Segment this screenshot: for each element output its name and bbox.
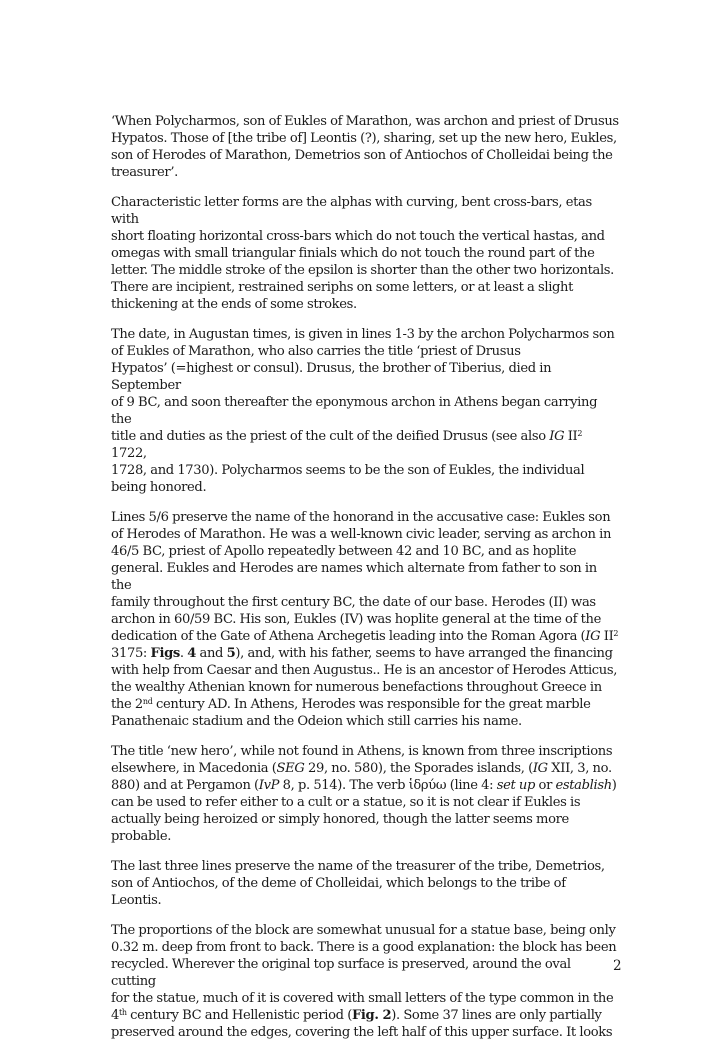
text-line: There are incipient, restrained seriphs on some letters, or at least a slight — [111, 280, 574, 295]
figure-reference: 5 — [226, 646, 236, 661]
italic-citation: IG — [532, 761, 548, 776]
text-line: letter. The middle stroke of the epsilon is shorter than the other two horizontals. — [111, 263, 614, 278]
italic-term: establish — [555, 778, 612, 793]
italic-citation: IvP — [258, 778, 280, 793]
page-number: 2 — [613, 958, 622, 974]
text-line: son of Antiochos, of the deme of Cholleidai, which belongs to the tribe of Leontis. — [111, 876, 566, 908]
paragraph-date — [111, 326, 619, 496]
text-line: the wealthy Athenian known for numerous benefactions throughout Greece in — [111, 680, 602, 695]
text-run: 1722, — [111, 446, 147, 461]
paragraph-translation — [111, 113, 619, 181]
paragraph-honorand — [111, 509, 619, 730]
italic-term: set up — [496, 778, 536, 793]
text-run: 29, no. 580), the Sporades islands, ( — [304, 761, 533, 776]
text-run: or — [535, 778, 556, 793]
text-line: of Herodes of Marathon. He was a well-known civic leader, serving as archon in — [111, 527, 612, 542]
text-run: century AD. In Athens, Herodes was responsible for the great marble — [152, 697, 591, 712]
text-line: 0.32 m. deep from front to back. There is a good explanation: the block has been — [111, 940, 617, 955]
paragraph-treasurer — [111, 858, 619, 909]
text-line: archon in 60/59 BC. His son, Eukles (IV) was hoplite general at the time of the — [111, 612, 601, 627]
text-line: preserved around the edges, covering the left half of this upper surface. It looks — [111, 1025, 613, 1040]
text-run: ). Some 37 lines are only partially — [391, 1008, 602, 1023]
text-line: son of Herodes of Marathon, Demetrios son of Antiochos of Cholleidai being the — [111, 148, 613, 163]
superscript: th — [118, 1008, 127, 1017]
text-line: thickening at the ends of some strokes. — [111, 297, 357, 312]
superscript: 2 — [613, 629, 619, 638]
text-run: 3175: — [111, 646, 151, 661]
text-line — [111, 628, 619, 645]
text-run: elsewhere, in Macedonia ( — [111, 761, 277, 776]
paragraph-new-hero — [111, 743, 619, 845]
text-line: for the statue, much of it is covered with small letters of the type common in the — [111, 991, 614, 1006]
text-line: Hypatos’ (=highest or consul). Drusus, the brother of Tiberius, died in September — [111, 361, 552, 393]
text-run: 880) and at Pergamon ( — [111, 778, 259, 793]
figure-reference: Figs — [150, 646, 180, 661]
paragraph-proportions — [111, 922, 619, 1041]
text-line: general. Eukles and Herodes are names which alternate from father to son in the — [111, 561, 597, 593]
text-line: omegas with small triangular finials which do not touch the round part of the — [111, 246, 595, 261]
text-run: II — [600, 629, 614, 644]
text-line: Hypatos. Those of [the tribe of] Leontis (?), sharing, set up the new hero, Eukles, — [111, 131, 617, 146]
text-line — [111, 428, 619, 462]
text-line: ‘When Polycharmos, son of Eukles of Marathon, was archon and priest of Drusus — [111, 114, 619, 129]
text-line — [111, 645, 619, 662]
text-line: The title ‘new hero’, while not found in Athens, is known from three inscriptions — [111, 744, 613, 759]
text-line: The proportions of the block are somewhat unusual for a statue base, being only — [111, 923, 616, 938]
text-line: being honored. — [111, 480, 207, 495]
text-line: probable. — [111, 829, 172, 844]
text-run: century BC and Hellenistic period ( — [126, 1008, 352, 1023]
paragraph-letter-forms — [111, 194, 619, 313]
text-run: and — [196, 646, 227, 661]
text-line: can be used to refer either to a cult or a statue, so it is not clear if Eukles is — [111, 795, 581, 810]
text-line: 46/5 BC, priest of Apollo repeatedly between 42 and 10 BC, and as hoplite — [111, 544, 577, 559]
text-line: Lines 5/6 preserve the name of the honorand in the accusative case: Eukles son — [111, 510, 611, 525]
italic-citation: IG — [549, 429, 565, 444]
text-line — [111, 696, 619, 713]
text-run: XII, 3, no. — [547, 761, 612, 776]
text-run: title and duties as the priest of the cult of the deified Drusus (see also — [111, 429, 550, 444]
text-line: Panathenaic stadium and the Odeion which still carries his name. — [111, 714, 522, 729]
figure-reference: 4 — [187, 646, 196, 661]
italic-citation: IG — [585, 629, 601, 644]
text-line: family throughout the first century BC, the date of our base. Herodes (II) was — [111, 595, 596, 610]
text-run: the 2 — [111, 697, 143, 712]
text-line: The date, in Augustan times, is given in lines 1-3 by the archon Polycharmos son — [111, 327, 615, 342]
text-line: Characteristic letter forms are the alphas with curving, bent cross-bars, etas with — [111, 195, 592, 227]
document-body — [111, 113, 619, 1054]
text-line: The last three lines preserve the name of the treasurer of the tribe, Demetrios, — [111, 859, 605, 874]
text-line — [111, 777, 619, 794]
text-run: dedication of the Gate of Athena Archegetis leading into the Roman Agora ( — [111, 629, 586, 644]
text-line: with help from Caesar and then Augustus.. He is an ancestor of Herodes Atticus, — [111, 663, 618, 678]
text-line: treasurer’. — [111, 165, 178, 180]
superscript: 2 — [577, 429, 583, 438]
text-line: short floating horizontal cross-bars which do not touch the vertical hastas, and — [111, 229, 605, 244]
text-line: recycled. Wherever the original top surface is preserved, around the oval cutting — [111, 957, 571, 989]
text-run: ), and, with his father, seems to have arranged the financing — [235, 646, 613, 661]
text-run: . — [179, 646, 188, 661]
text-line: 1728, and 1730). Polycharmos seems to be the son of Eukles, the individual — [111, 463, 585, 478]
text-run: 8, p. 514). The verb ἱδρύω (line 4: — [279, 778, 497, 793]
italic-citation: SEG — [276, 761, 305, 776]
superscript: nd — [142, 697, 153, 706]
text-run: ) — [611, 778, 617, 793]
text-run: II — [564, 429, 578, 444]
text-line: of Eukles of Marathon, who also carries the title ‘priest of Drusus — [111, 344, 521, 359]
text-line: of 9 BC, and soon thereafter the eponymous archon in Athens began carrying the — [111, 395, 598, 427]
text-line — [111, 1007, 619, 1024]
text-line — [111, 760, 619, 777]
text-line: actually being heroized or simply honored, though the latter seems more — [111, 812, 569, 827]
figure-reference: Fig. 2 — [351, 1008, 392, 1023]
text-run: 4 — [111, 1008, 119, 1023]
